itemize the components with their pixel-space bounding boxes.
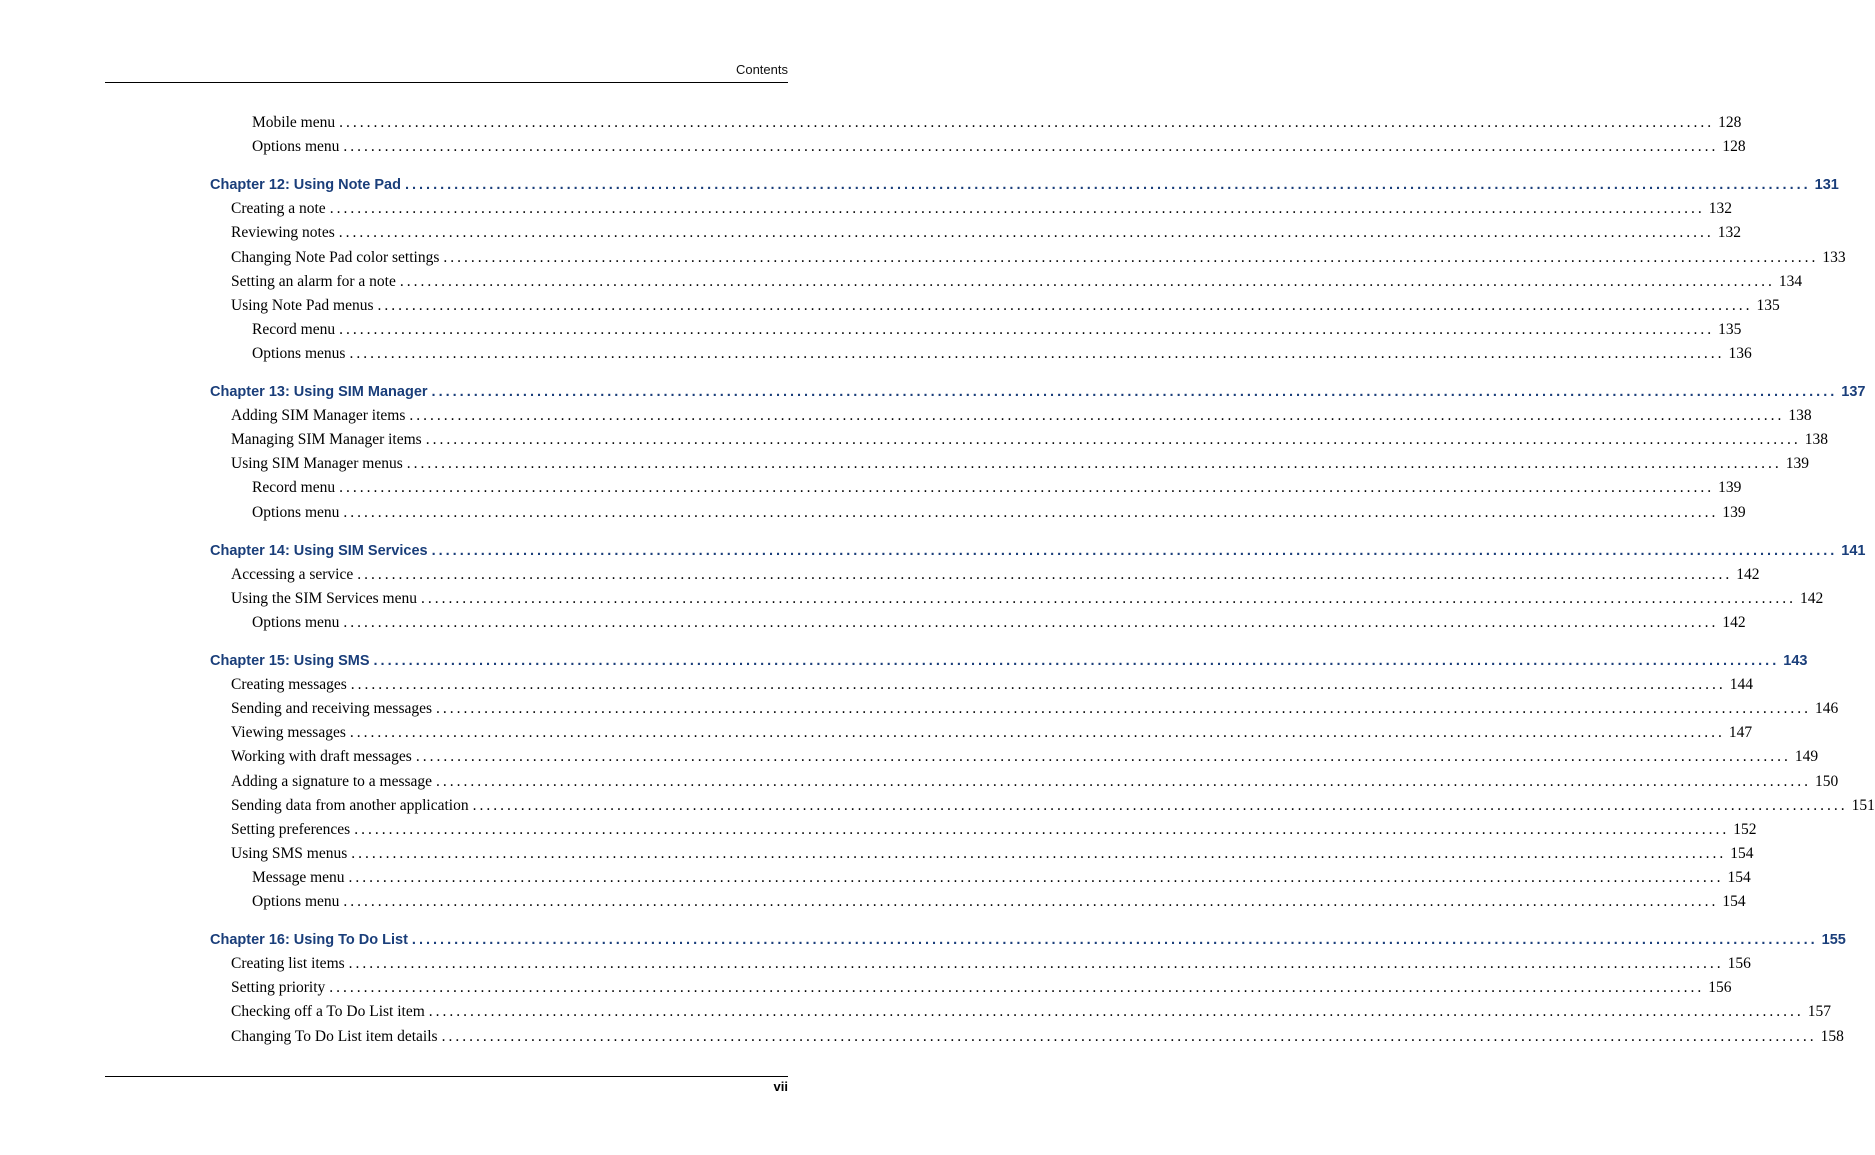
dot-leader: ........................................................................................................................................................................................................ [404,177,1811,194]
toc-entry-label: Changing Note Pad color settings [231,248,440,266]
dot-leader: ........................................................................................................................................................................................................ [443,248,1819,266]
dot-leader: ........................................................................................................................................................................................................ [343,893,1719,910]
toc-chapter-entry[interactable] [210,540,1866,560]
dot-leader: ........................................................................................................................................................................................................ [406,455,1782,473]
toc-entry-page: 156 [1708,979,1732,997]
toc-entry-label: Chapter 16: Using To Do List [210,932,408,949]
toc-entry-page: 142 [1736,565,1760,583]
toc-entry[interactable] [252,112,1742,132]
dot-leader: ........................................................................................................................................................................................................ [472,796,1848,814]
dot-leader: ........................................................................................................................................................................................................ [377,296,1753,314]
toc-entry-label: Sending and receiving messages [231,700,433,718]
dot-leader: ........................................................................................................................................................................................................ [436,700,1812,718]
toc-entry-page: 158 [1820,1027,1844,1045]
header-rule [105,82,788,83]
toc-entry-label: Record menu [252,479,336,497]
toc-entry-page: 154 [1722,893,1746,910]
dot-leader: ........................................................................................................................................................................................................ [373,653,1780,669]
toc-entry[interactable] [252,891,1746,911]
toc-entry-label: Setting preferences [231,820,351,838]
footer-rule [105,1076,788,1077]
toc-entry[interactable] [231,453,1810,473]
toc-entry[interactable] [252,319,1742,339]
dot-leader: ........................................................................................................................................................................................................ [349,724,1725,742]
toc-entry[interactable] [231,222,1741,242]
toc-entry[interactable] [252,502,1746,522]
toc-chapter-entry[interactable] [210,929,1846,949]
toc-entry[interactable] [231,405,1812,425]
toc-entry-page: 139 [1718,479,1742,497]
toc-entry-label: Options menu [252,893,340,910]
toc-entry-page: 136 [1728,344,1752,362]
toc-entry-label: Using SMS menus [231,844,348,862]
dot-leader: ........................................................................................................................................................................................................ [399,272,1775,290]
toc-entry[interactable] [231,795,1875,815]
toc-chapter-entry[interactable] [210,381,1866,401]
dot-leader: ........................................................................................................................................................................................................ [409,407,1785,425]
toc-entry-label: Adding SIM Manager items [231,407,406,425]
dot-leader: ........................................................................................................................................................................................................ [339,479,1715,497]
toc-entry[interactable] [231,429,1828,449]
toc-entry-page: 131 [1814,177,1839,194]
toc-entry-label: Reviewing notes [231,224,335,242]
toc-entry-label: Options menus [252,344,346,362]
toc-chapter-entry[interactable] [210,650,1808,670]
toc-entry-label: Sending data from another application [231,796,469,814]
toc-entry-page: 138 [1804,431,1828,449]
toc-entry[interactable] [252,343,1752,363]
dot-leader: ........................................................................................................................................................................................................ [441,1027,1817,1045]
toc-entry[interactable] [231,722,1753,742]
toc-entry-label: Using Note Pad menus [231,296,374,314]
toc-entry[interactable] [252,477,1742,497]
toc-entry-page: 138 [1788,407,1812,425]
toc-entry-page: 154 [1727,868,1751,886]
dot-leader: ........................................................................................................................................................................................................ [339,114,1715,131]
toc-entry[interactable] [231,564,1760,584]
toc-entry-label: Mobile menu [252,114,336,131]
toc-entry-label: Message menu [252,868,345,886]
toc-entry-label: Creating messages [231,676,347,694]
toc-entry-page: 139 [1722,503,1746,521]
dot-leader: ........................................................................................................................................................................................................ [436,772,1812,790]
dot-leader: ........................................................................................................................................................................................................ [431,542,1838,559]
dot-leader: ........................................................................................................................................................................................................ [357,565,1733,583]
toc-entry-label: Creating list items [231,955,345,973]
toc-entry-label: Creating a note [231,200,326,218]
toc-entry-label: Chapter 15: Using SMS [210,653,370,669]
toc-entry-label: Chapter 14: Using SIM Services [210,542,428,559]
toc-entry-page: 155 [1821,932,1846,949]
dot-leader: ........................................................................................................................................................................................................ [348,868,1724,886]
toc-entry-page: 132 [1717,224,1741,242]
toc-entry-page: 150 [1815,772,1839,790]
dot-leader: ........................................................................................................................................................................................................ [351,844,1727,862]
toc-entry[interactable] [252,612,1746,632]
toc-entry-page: 154 [1730,844,1754,862]
toc-entry-page: 135 [1718,320,1742,338]
toc-entry-page: 151 [1851,796,1875,814]
toc-entry-page: 132 [1708,200,1732,218]
dot-leader: ........................................................................................................................................................................................................ [415,748,1791,766]
dot-leader: ........................................................................................................................................................................................................ [329,200,1705,218]
toc-entry-label: Changing To Do List item details [231,1027,438,1045]
toc-entry-page: 135 [1756,296,1780,314]
toc-entry-page: 137 [1841,384,1866,400]
toc-entry-label: Setting priority [231,979,326,997]
toc-entry[interactable] [231,1001,1832,1021]
toc-entry-page: 149 [1794,748,1819,766]
dot-leader: ........................................................................................................................................................................................................ [350,676,1726,694]
toc-entry-page: 157 [1807,1003,1832,1021]
toc-entry[interactable] [231,698,1839,718]
toc-entry-page: 141 [1841,542,1866,559]
toc-entry[interactable] [231,843,1754,863]
toc-entry-page: 143 [1783,653,1808,669]
toc-entry-label: Using SIM Manager menus [231,455,403,473]
toc-entry[interactable] [231,953,1751,973]
dot-leader: ........................................................................................................................................................................................................ [425,431,1801,449]
toc-entry-page: 134 [1778,272,1803,290]
dot-leader: ........................................................................................................................................................................................................ [329,979,1705,997]
toc-entry[interactable] [231,674,1754,694]
toc-entry-page: 133 [1822,248,1846,266]
toc-entry-label: Options menu [252,138,340,156]
toc-entry-label: Setting an alarm for a note [231,272,396,290]
dot-leader: ........................................................................................................................................................................................................ [349,344,1725,362]
toc-entry[interactable] [231,746,1819,766]
toc-entry-page: 146 [1815,700,1839,718]
toc-entry[interactable] [252,136,1746,156]
toc-entry-label: Chapter 12: Using Note Pad [210,177,401,194]
toc-entry-page: 142 [1799,589,1824,607]
toc-entry-label: Adding a signature to a message [231,772,433,790]
toc-entry[interactable] [231,1026,1844,1046]
toc-entry[interactable] [231,977,1732,997]
toc-entry-label: Viewing messages [231,724,346,742]
dot-leader: ........................................................................................................................................................................................................ [428,1003,1804,1021]
dot-leader: ........................................................................................................................................................................................................ [343,613,1719,631]
page-number: vii [773,1079,788,1094]
toc-entry-label: Options menu [252,503,340,521]
toc-entry-label: Checking off a To Do List item [231,1003,425,1021]
toc-entry-label: Accessing a service [231,565,354,583]
toc-entry[interactable] [231,819,1757,839]
toc-entry[interactable] [231,771,1839,791]
dot-leader: ........................................................................................................................................................................................................ [338,224,1714,242]
dot-leader: ........................................................................................................................................................................................................ [339,320,1715,338]
toc-entry-page: 147 [1728,724,1753,742]
dot-leader: ........................................................................................................................................................................................................ [343,503,1719,521]
toc-entry-label: Record menu [252,320,336,338]
toc-entry-page: 156 [1727,955,1751,973]
toc-entry-label: Chapter 13: Using SIM Manager [210,384,428,400]
toc-entry[interactable] [231,588,1824,608]
toc-entry-label: Using the SIM Services menu [231,589,417,607]
toc-entry-label: Managing SIM Manager items [231,431,422,449]
toc-entry[interactable] [231,295,1780,315]
toc-entry-page: 152 [1733,820,1757,838]
toc-entry-page: 128 [1718,114,1742,131]
dot-leader: ........................................................................................................................................................................................................ [354,820,1730,838]
dot-leader: ........................................................................................................................................................................................................ [348,955,1724,973]
toc-entry-page: 139 [1785,455,1810,473]
toc-entry-label: Options menu [252,613,340,631]
toc-entry-page: 144 [1729,676,1754,694]
dot-leader: ........................................................................................................................................................................................................ [431,384,1838,400]
toc-entry[interactable] [231,247,1846,267]
toc-entry[interactable] [231,198,1732,218]
dot-leader: ........................................................................................................................................................................................................ [343,138,1719,156]
toc-entry[interactable] [252,867,1751,887]
toc-entry-page: 142 [1722,613,1746,631]
dot-leader: ........................................................................................................................................................................................................ [411,932,1818,949]
toc-chapter-entry[interactable] [210,174,1839,194]
running-header: Contents [735,62,788,77]
dot-leader: ........................................................................................................................................................................................................ [420,589,1796,607]
toc-entry-label: Working with draft messages [231,748,412,766]
toc-entry-page: 128 [1722,138,1746,156]
toc-entry[interactable] [231,271,1803,291]
